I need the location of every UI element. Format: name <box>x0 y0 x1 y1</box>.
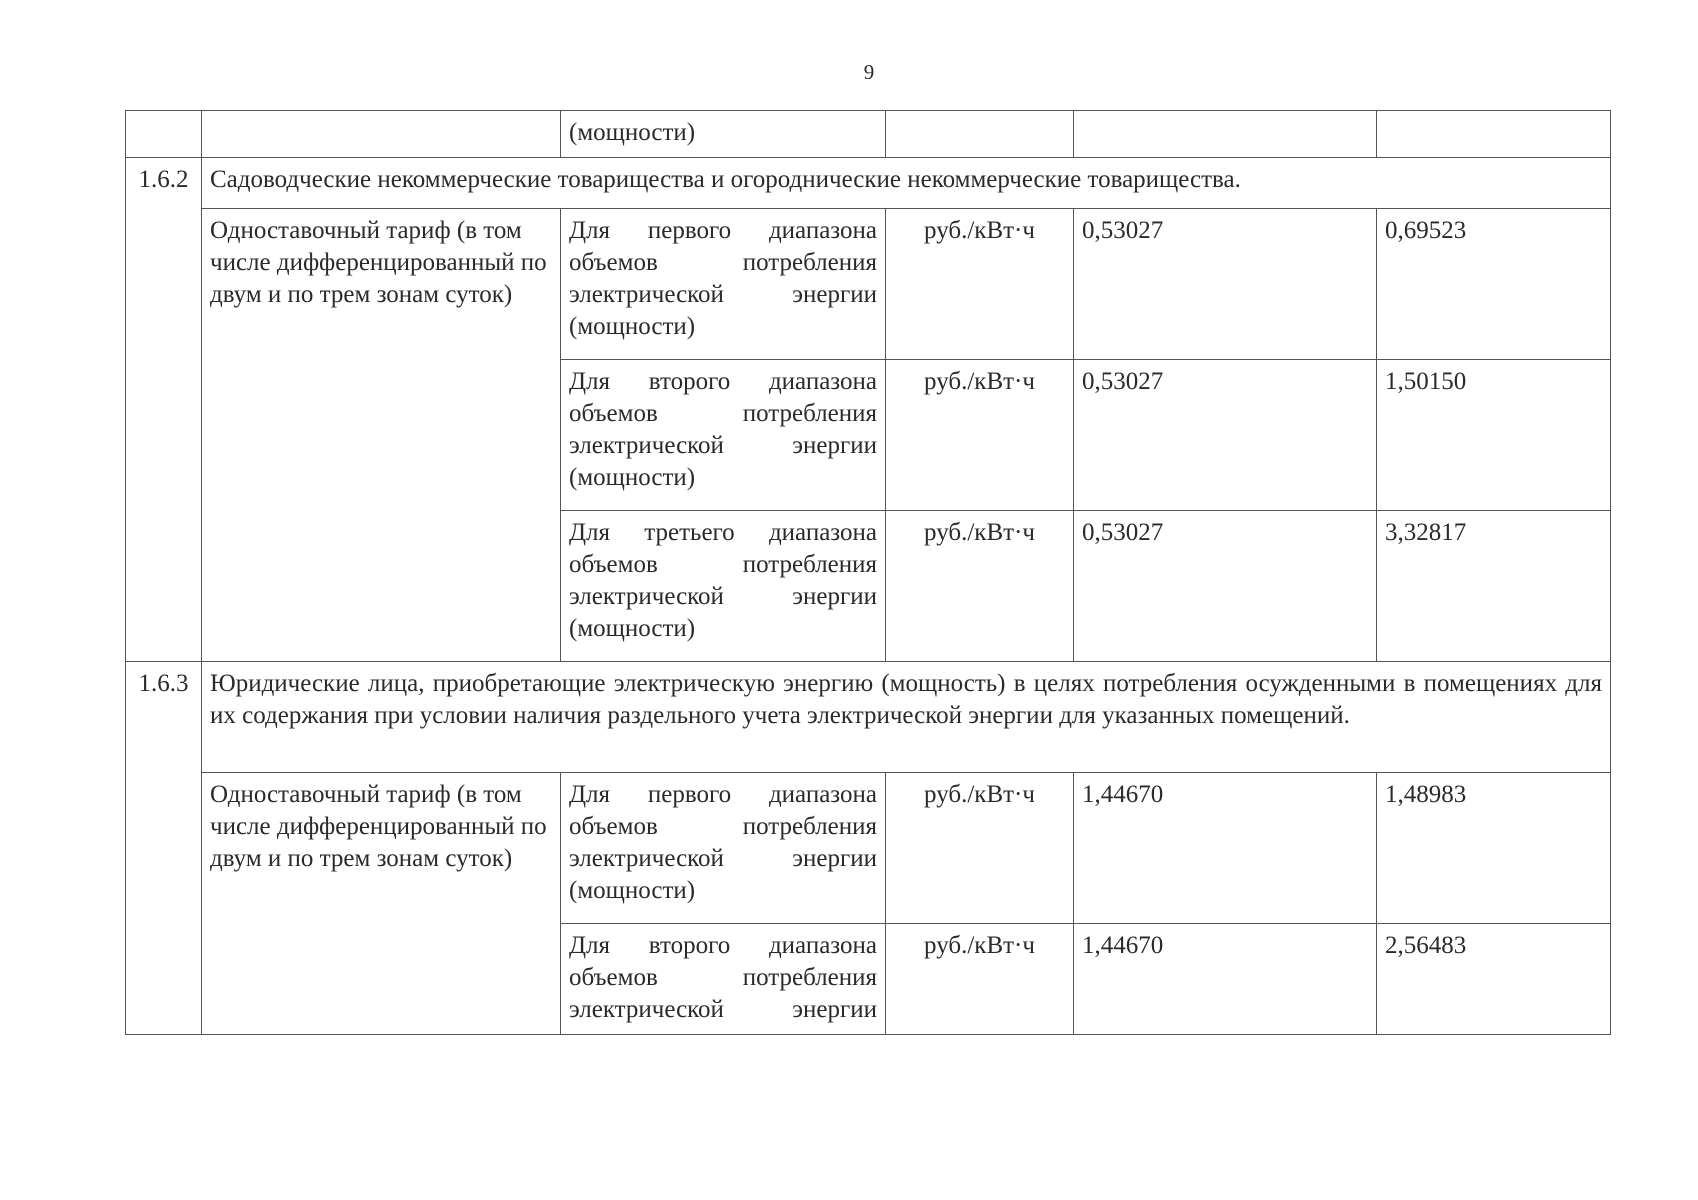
range-line: объемов потребления <box>569 964 877 991</box>
range-line: объемов потребления <box>569 249 877 276</box>
section-title: Юридические лица, приобретающие электрическую энергию (мощность) в целях потребления осужденными в помещениях для их содержания при условии наличия раздельного учета электрической энергии для указанных помещений. <box>202 662 1611 773</box>
range-line: электрической энергии <box>569 432 877 459</box>
num-cell <box>126 111 202 158</box>
tariff-row <box>126 209 1611 360</box>
range-line: Для первого диапазона <box>569 781 877 808</box>
unit-cell: руб./кВт·ч <box>886 924 1074 1035</box>
value2-cell: 1,50150 <box>1377 360 1611 511</box>
unit-cell: руб./кВт·ч <box>886 209 1074 360</box>
range-description <box>561 773 886 924</box>
unit-cell: руб./кВт·ч <box>886 360 1074 511</box>
section-header-row <box>126 662 1611 773</box>
range-line: (мощности) <box>569 464 696 491</box>
section-number: 1.6.2 <box>126 158 202 662</box>
page-number: 9 <box>863 60 875 84</box>
range-line: Для второго диапазона <box>569 368 877 395</box>
range-line: объемов потребления <box>569 400 877 427</box>
range-line: (мощности) <box>569 877 696 904</box>
section-title: Садоводческие некоммерческие товарищества и огороднические некоммерческие товарищества. <box>202 158 1611 209</box>
value2-cell: 3,32817 <box>1377 511 1611 662</box>
value2-cell: 2,56483 <box>1377 924 1611 1035</box>
section-header-row <box>126 158 1611 209</box>
range-description <box>561 360 886 511</box>
range-line: электрической энергии <box>569 281 877 308</box>
value1-cell: 1,44670 <box>1074 773 1377 924</box>
value1-cell: 1,44670 <box>1074 924 1377 1035</box>
tariff-name: Одноставочный тариф (в том числе дифференцированный по двум и по трем зонам суток) <box>202 209 561 662</box>
value2-cell <box>1377 111 1611 158</box>
tariff-name: Одноставочный тариф (в том числе дифференцированный по двум и по трем зонам суток) <box>202 773 561 1035</box>
continuation-row <box>126 111 1611 158</box>
value2-cell: 0,69523 <box>1377 209 1611 360</box>
range-cell: (мощности) <box>561 111 886 158</box>
range-line: электрической энергии <box>569 845 877 872</box>
range-description <box>561 209 886 360</box>
tariff-table <box>125 110 1611 1035</box>
range-line: электрической энергии <box>569 996 877 1023</box>
range-line: Для второго диапазона <box>569 932 877 959</box>
range-line: Для третьего диапазона <box>569 519 877 546</box>
range-line: (мощности) <box>569 615 696 642</box>
unit-cell <box>886 111 1074 158</box>
range-line: объемов потребления <box>569 551 877 578</box>
range-line: (мощности) <box>569 313 696 340</box>
range-line: электрической энергии <box>569 583 877 610</box>
value2-cell: 1,48983 <box>1377 773 1611 924</box>
value1-cell <box>1074 111 1377 158</box>
tariff-row <box>126 773 1611 924</box>
value1-cell: 0,53027 <box>1074 360 1377 511</box>
unit-cell: руб./кВт·ч <box>886 773 1074 924</box>
range-description <box>561 924 886 1035</box>
unit-cell: руб./кВт·ч <box>886 511 1074 662</box>
range-description <box>561 511 886 662</box>
value1-cell: 0,53027 <box>1074 209 1377 360</box>
value1-cell: 0,53027 <box>1074 511 1377 662</box>
range-line: Для первого диапазона <box>569 217 877 244</box>
section-number: 1.6.3 <box>126 662 202 1035</box>
range-line: объемов потребления <box>569 813 877 840</box>
tariff-cell <box>202 111 561 158</box>
